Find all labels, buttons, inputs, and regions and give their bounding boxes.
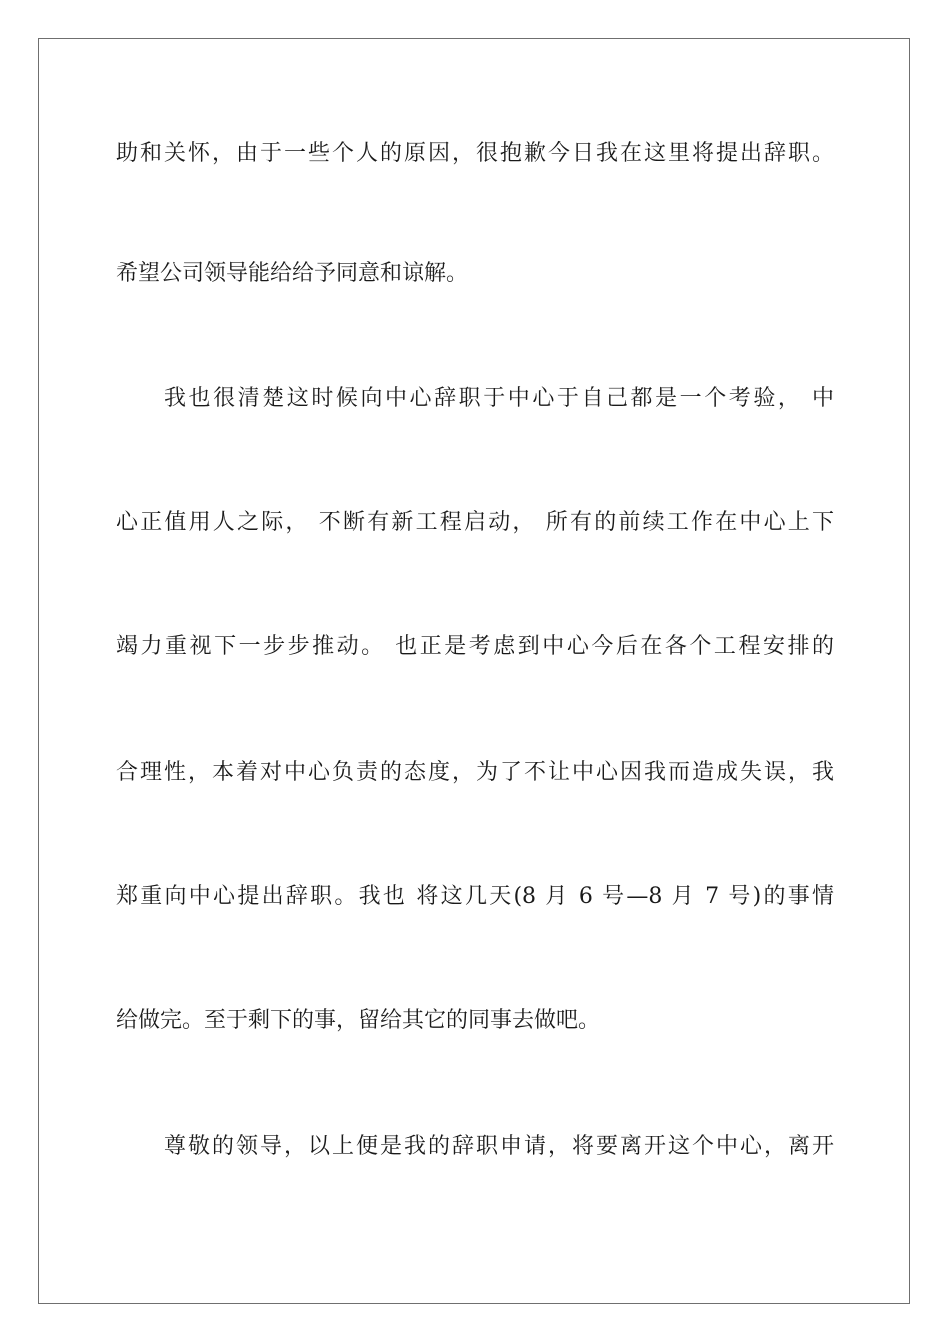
text-line: 合理性，本着对中心负责的态度，为了不让中心因我而造成失误，我 xyxy=(116,760,834,785)
paragraph-start-line: 尊敬的领导，以上便是我的辞职申请，将要离开这个中心，离开 xyxy=(164,1134,834,1159)
text-line: 希望公司领导能给给予同意和谅解。 xyxy=(116,261,469,286)
text-line: 竭力重视下一步步推动。 也正是考虑到中心今后在各个工程安排的 xyxy=(116,634,834,659)
page-border xyxy=(38,38,910,1304)
text-line: 助和关怀，由于一些个人的原因，很抱歉今日我在这里将提出辞职。 xyxy=(116,141,834,166)
text-line: 郑重向中心提出辞职。我也 将这几天(8 月 6 号—8 月 7 号)的事情 xyxy=(116,884,834,909)
text-line: 心正值用人之际， 不断有新工程启动， 所有的前续工作在中心上下 xyxy=(116,510,834,535)
text-line: 给做完。至于剩下的事，留给其它的同事去做吧。 xyxy=(116,1008,601,1033)
paragraph-start-line: 我也很清楚这时候向中心辞职于中心于自己都是一个考验， 中 xyxy=(164,386,834,411)
